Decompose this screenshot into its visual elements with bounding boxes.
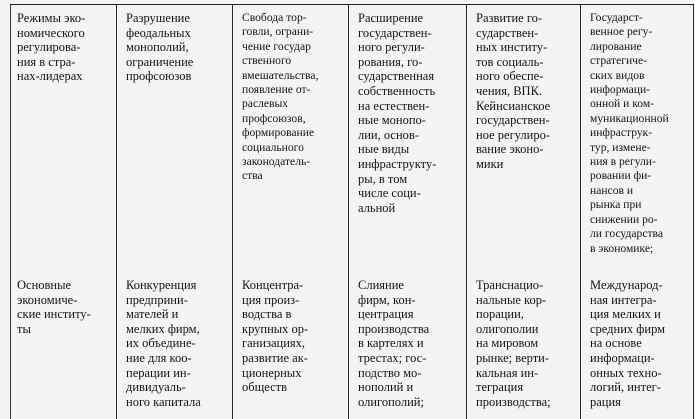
row-1-header-cell: Режимы эко- номического регулирова- ния в стра- нах-лидерах (11, 5, 117, 254)
row-1-cell-2: Разрушение феодальных монополий, ограничение профсоюзов (117, 5, 233, 254)
row-2-cell-5: Транснацио- нальные кор- порации, олигополии на мировом рынке; верти- кальная ин- теграция производства; (467, 254, 581, 419)
row-1-cell-6: Государст- венное регу- лирование стратегиче- ских видов информаци- онной и ком- муникационной инфраструк- тур, измене- ния в регули- ровании фи- нансов и рынка при снижении ро- ли государства в экономике; (581, 5, 694, 254)
economic-regimes-table (10, 4, 694, 419)
row-2-cell-4: Слияние фирм, кон- центрация производства в картелях и трестах; гос- подство мо- нополий и олигополий; (349, 254, 467, 419)
row-2-cell-6: Международ- ная интегра- ция мелких и средних фирм на основе информаци- онных техно- логий, интег- рация (581, 254, 694, 419)
row-1-cell-5: Развитие го- сударствен- ных институ- тов социаль- ного обеспе- чения, ВПК. Кейнсианское государствен- ное регулиро- вание эконо- мики (467, 5, 581, 254)
row-2-header-cell: Основные экономиче- ские институ- ты (11, 254, 117, 419)
row-2-cell-2: Конкуренция предприни- мателей и мелких фирм, их объедине- ние для коо- перации ин- дивидуаль- ного капитала (117, 254, 233, 419)
row-2-cell-3: Концентра- ция произ- водства в крупных ор- ганизациях, развитие ак- ционерных обществ (233, 254, 349, 419)
row-1-cell-4: Расширение государствен- ного регули- рования, го- сударственная собственность на естествен- ные монопо- лии, основ- ные виды инфраструкту- ры, в том числе соци- альной (349, 5, 467, 254)
row-1-cell-3: Свобода тор- говли, ограни- чение государ ственного вмешательства, появление от- раслевых профсоюзов, формирование социального законодатель- ства (233, 5, 349, 254)
